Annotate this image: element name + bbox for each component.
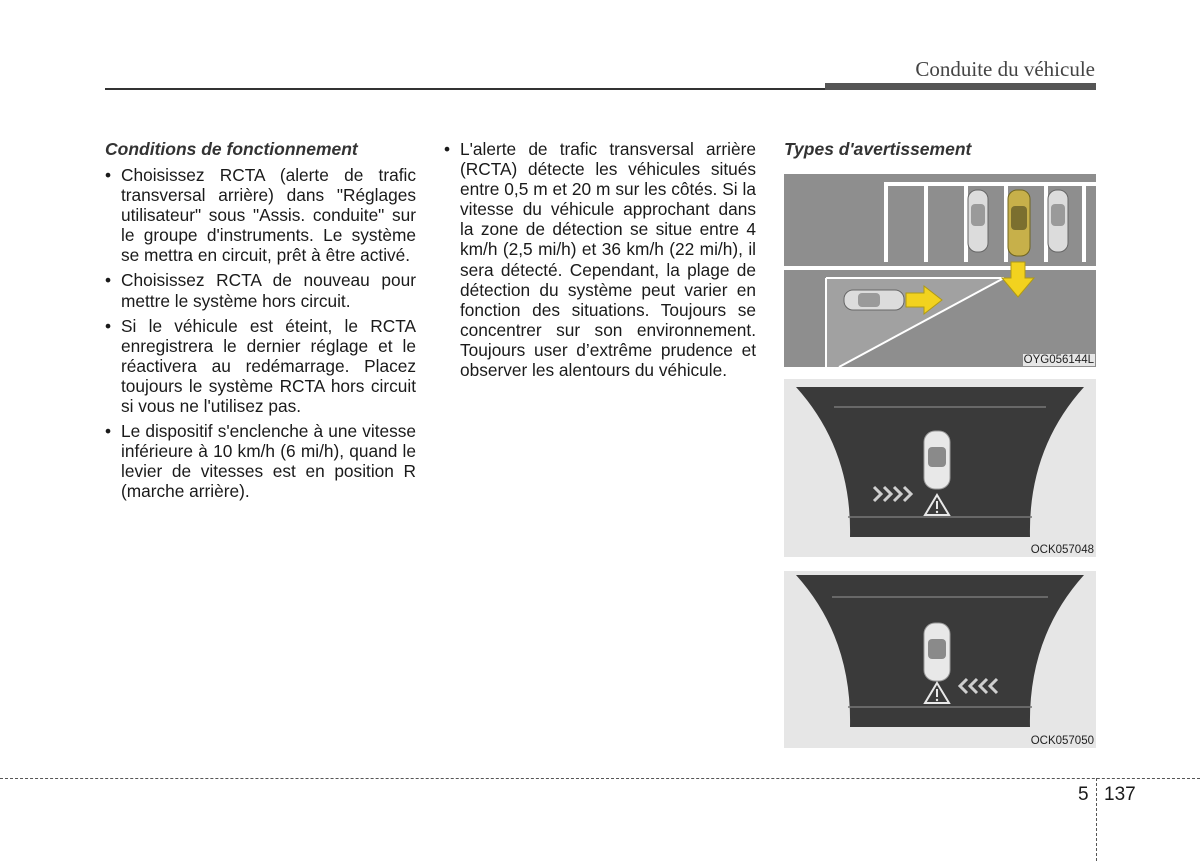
bullet-item: • Si le véhicule est éteint, le RCTA enregistrera le dernier réglage et le réactivera au redémarrage. Placez toujours le système RCTA hors circuit si vous ne l'utilisez pas. <box>105 316 416 416</box>
figure-code: OYG056144L <box>1023 354 1094 366</box>
bullet-item: • L'alerte de trafic transversal arrière (RCTA) détecte les véhicules situés entre 0,5 m et 20 m sur les côtés. Si la vitesse du véhicule approchant dans la zone de détection se situe entre 4 km/h (2,5 mi/h) et 36 km/h (22 mi/h), il sera détecté. Cependant, la plage de détection du système peut varier en fonction des situations. Toujours se concentrer sur son environnement. Toujours user d’extrême prudence et observer les alentours du véhicule. <box>444 139 756 380</box>
car-icon <box>1048 190 1068 252</box>
page-number: 137 <box>1104 784 1136 805</box>
section-heading-warning-types: Types d'avertissement <box>784 139 972 159</box>
parking-lot-illustration <box>784 174 1096 367</box>
car-icon <box>924 623 950 681</box>
bullet-item: • Le dispositif s'enclenche à une vitesse inférieure à 10 km/h (6 mi/h), quand le levier de vitesses est en position R (marche arrière). <box>105 421 416 501</box>
right-column <box>784 139 1096 165</box>
bullet-list <box>444 139 756 380</box>
bullet-list <box>105 165 416 502</box>
footer-rule <box>0 778 1200 779</box>
approaching-car-icon <box>844 290 904 310</box>
header-rule <box>105 88 825 90</box>
left-column <box>105 139 416 507</box>
figure-code: OCK057048 <box>1030 544 1094 556</box>
footer-separator <box>1096 778 1097 861</box>
figure-cluster-right <box>784 571 1096 748</box>
page-header-title: Conduite du véhicule <box>915 57 1095 81</box>
cluster-warning-right-illustration <box>784 571 1096 748</box>
chapter-number: 5 <box>1078 784 1089 805</box>
middle-column <box>444 139 756 385</box>
own-car-icon <box>1008 190 1030 256</box>
cluster-warning-left-illustration <box>784 379 1096 557</box>
bullet-item: • Choisissez RCTA (alerte de trafic transversal arrière) dans "Réglages utilisateur" sous "Assis. conduite" sur le groupe d'instruments. Le système se mettra en circuit, prêt à être activé. <box>105 165 416 265</box>
bullet-item: • Choisissez RCTA de nouveau pour mettre le système hors circuit. <box>105 270 416 310</box>
car-icon <box>968 190 988 252</box>
figure-cluster-left <box>784 379 1096 557</box>
figure-parking-lot <box>784 174 1096 367</box>
header-rule-accent <box>825 83 1096 90</box>
car-icon <box>924 431 950 489</box>
figure-code: OCK057050 <box>1030 735 1094 747</box>
section-heading-conditions: Conditions de fonctionnement <box>105 139 358 159</box>
